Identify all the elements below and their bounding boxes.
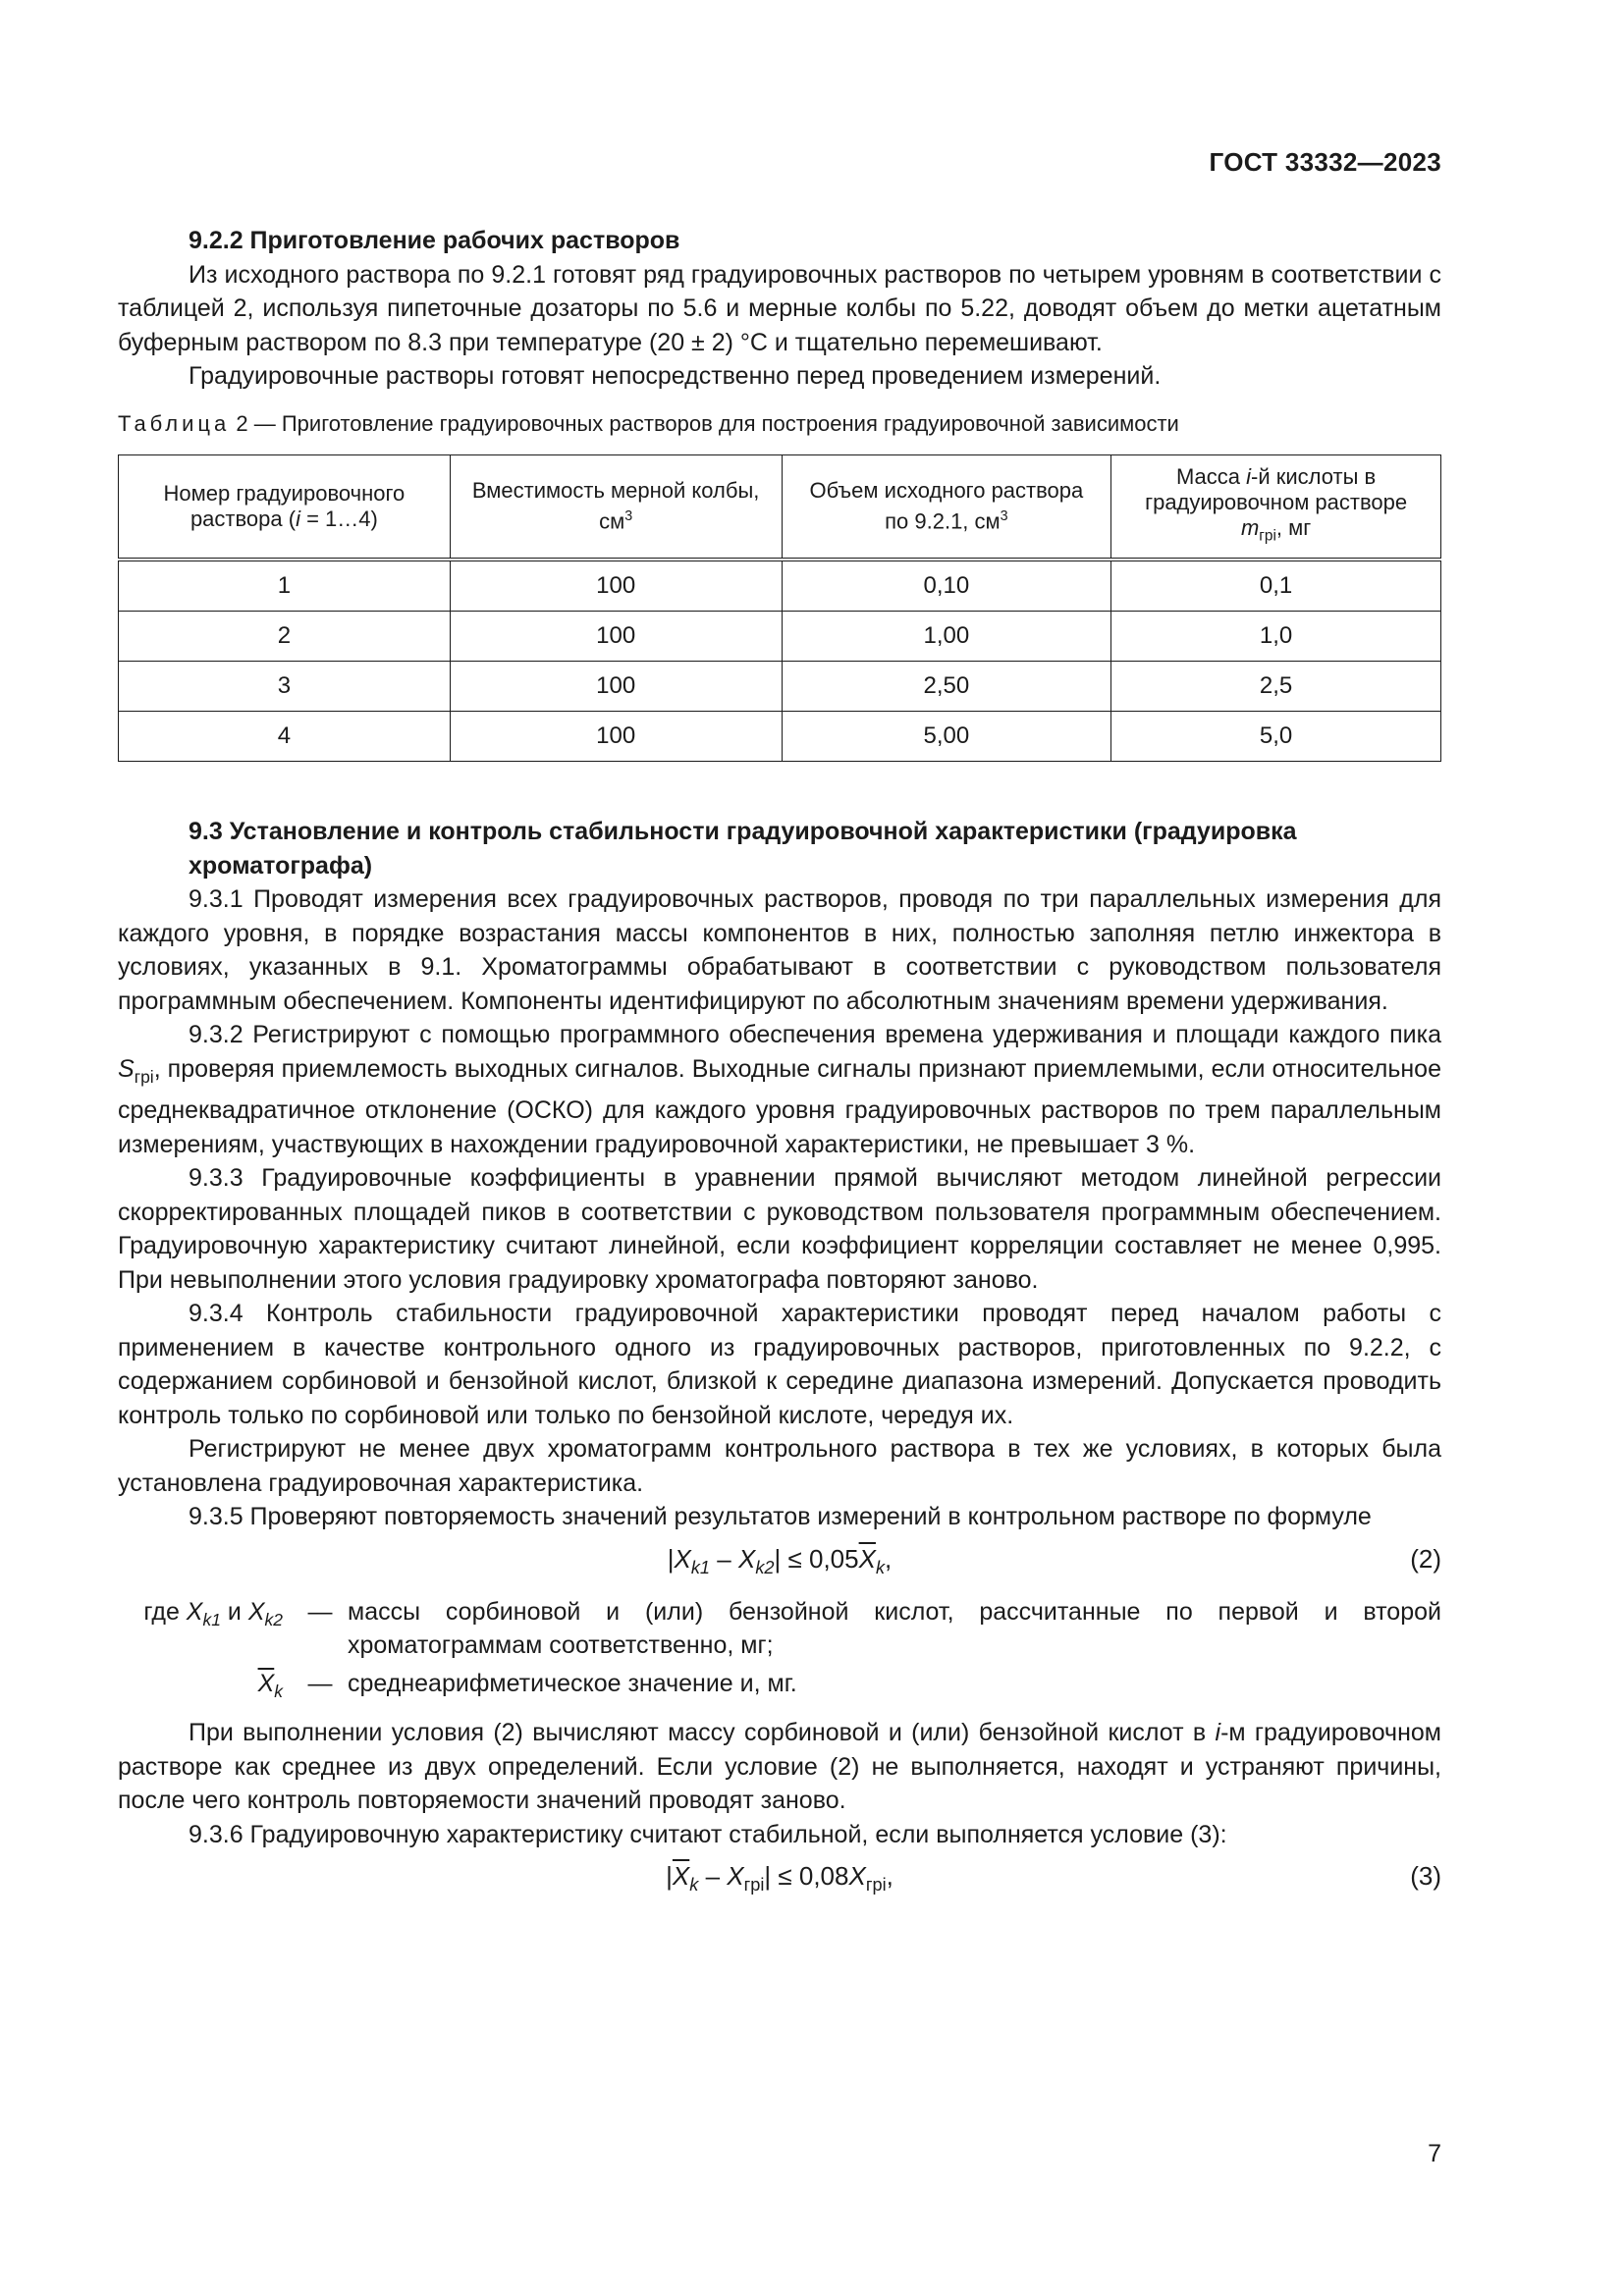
formula-2-definitions <box>118 1595 1441 1709</box>
table-cell: 100 <box>450 662 782 712</box>
standard-header: ГОСТ 33332—2023 <box>1209 147 1441 177</box>
formula-part: | <box>666 1861 673 1891</box>
table-cell: 2 <box>119 612 451 662</box>
formula-part: – <box>710 1543 738 1574</box>
table-cell: 100 <box>450 560 782 612</box>
header-text: = 1…4) <box>299 507 378 531</box>
header-text: градуировочном растворе <box>1145 489 1408 514</box>
formula-part: k1 <box>202 1609 221 1629</box>
formula-part: X <box>848 1861 866 1891</box>
table-2 <box>118 454 1441 762</box>
table-cell: 5,0 <box>1111 712 1441 762</box>
definition-symbol-xk1-xk2 <box>118 1595 293 1663</box>
formula-3-number: (3) <box>1410 1861 1441 1891</box>
page-number: 7 <box>1428 2140 1441 2167</box>
table-row <box>119 560 1441 612</box>
table-cell: 3 <box>119 662 451 712</box>
formula-part: X <box>186 1597 203 1626</box>
header-text: грi <box>1259 527 1276 545</box>
formula-part: грi <box>743 1875 765 1896</box>
table-row <box>119 712 1441 762</box>
formula-part: $\overline{X}$ <box>257 1669 275 1697</box>
section-9-3-4-paragraph: 9.3.4 Контроль стабильности градуировочной характеристики проводят перед началом работы с применением в качестве контрольного одного из градуировочных растворов, приготовленных по 9.2.2, с содержанием сорбиновой и бензойной кислот, близкой к середине диапазона измерений. Допускается проводить контроль только по сорбиновой или только по бензойной кислоте, чередуя их. <box>118 1300 1441 1429</box>
table-row <box>119 662 1441 712</box>
formula-3 <box>118 1859 1441 1902</box>
formula-part: k <box>274 1681 283 1701</box>
paragraph-text: , проверяя приемлемость выходных сигналов. Выходные сигналы признают приемлемыми, если относительное среднеквадратичное отклонение (ОСКО) для каждого уровня градуировочных растворов по трем параллельным измерениям, участвующих в нахождении градуировочной характеристики, не превышает 3 %. <box>118 1054 1441 1158</box>
section-9-3-5-paragraph: 9.3.5 Проверяют повторяемость значений результатов измерений в контрольном растворе по формуле <box>189 1503 1372 1530</box>
definition-symbol-xk-mean <box>118 1667 293 1709</box>
formula-part: X <box>727 1861 744 1891</box>
section-9-3-heading: 9.3 Установление и контроль стабильности градуировочной характеристики (градуировка хроматографа) <box>189 818 1297 880</box>
table-caption-text: 2 — Приготовление градуировочных растворов для построения градуировочной зависимости <box>236 410 1179 436</box>
symbol-i: i <box>1215 1719 1221 1746</box>
definition-dash: — <box>307 1597 333 1626</box>
table-header-row <box>119 455 1441 561</box>
section-9-2-2-paragraph-2: Градуировочные растворы готовят непосредственно перед проведением измерений. <box>189 362 1162 390</box>
formula-part: грi <box>865 1875 887 1896</box>
formula-part: k2 <box>264 1609 283 1629</box>
page-content <box>118 224 1441 1912</box>
paragraph-text: 9.3.2 Регистрируют с помощью программного обеспечения времена удерживания и площади каждого пика <box>189 1021 1441 1048</box>
section-9-3-2-paragraph <box>118 1018 1441 1161</box>
header-stock-volume <box>782 455 1111 561</box>
table-cell: 1,00 <box>782 612 1111 662</box>
where-word: где <box>143 1597 187 1626</box>
section-9-2-2-paragraph-1: Из исходного раствора по 9.2.1 готовят ряд градуировочных растворов по четырем уровням в соответствии с таблицей 2, используя пипеточные дозаторы по 5.6 и мерные колбы по 5.22, доводят объем до метки ацетатным буферным раствором по 8.3 при температуре (20 ± 2) °С и тщательно перемешивают. <box>118 260 1441 356</box>
formula-part: , <box>886 1861 893 1891</box>
formula-part: k1 <box>690 1557 711 1577</box>
formula-part: k <box>875 1557 886 1577</box>
header-text: 3 <box>1000 508 1008 525</box>
formula-part: X <box>674 1543 691 1574</box>
formula-part: и <box>220 1597 248 1626</box>
header-text: , мг <box>1275 514 1312 540</box>
table-row <box>119 612 1441 662</box>
table-cell: 0,10 <box>782 560 1111 612</box>
header-text: Масса <box>1175 463 1247 489</box>
header-text: 3 <box>624 508 633 525</box>
header-text: раствора ( <box>189 507 297 531</box>
formula-part: k <box>689 1875 699 1896</box>
formula-part: X <box>247 1597 265 1626</box>
table-cell: 1 <box>119 560 451 612</box>
section-9-3-6-paragraph: 9.3.6 Градуировочную характеристику считают стабильной, если выполняется условие (3): <box>189 1820 1227 1848</box>
formula-3-row <box>118 1859 1441 1904</box>
formula-part: | ≤ 0,08 <box>764 1861 849 1891</box>
paragraph-text: -м градуировочном растворе как среднее из двух определений. Если условие (2) не выполняется, находят и устраняют причины, после чего контроль повторяемости значений проводят заново. <box>118 1719 1441 1814</box>
formula-part: $\overline{X}$ <box>858 1543 876 1574</box>
table-cell: 100 <box>450 712 782 762</box>
formula-part: X <box>737 1543 756 1574</box>
header-text: i <box>1246 463 1252 489</box>
header-text: -й кислоты в <box>1251 463 1377 489</box>
formula-2 <box>118 1542 1441 1585</box>
table-cell: 100 <box>450 612 782 662</box>
header-text: Объем исходного раствора <box>809 478 1084 504</box>
header-solution-number <box>119 455 451 561</box>
formula-part: $\overline{X}$ <box>672 1861 690 1891</box>
table-cell: 5,00 <box>782 712 1111 762</box>
section-9-3-1-paragraph: 9.3.1 Проводят измерения всех градуировочных растворов, проводя по три параллельных измерения для каждого уровня, в порядке возрастания массы компонентов в них, полностью заполняя петлю инжектора в условиях, указанных в 9.1. Хроматограммы обрабатывают в соответствии с руководством пользователя программным обеспечением. Компоненты идентифицируют по абсолютным значениям времени удерживания. <box>118 885 1441 1015</box>
table-cell: 0,1 <box>1111 560 1441 612</box>
header-text: i <box>296 507 300 531</box>
section-9-3-5-paragraph-after <box>118 1716 1441 1818</box>
section-9-3-4-paragraph-2: Регистрируют не менее двух хроматограмм контрольного раствора в тех же условиях, в которых была установлена градуировочная характеристика. <box>118 1435 1441 1497</box>
definition-dash: — <box>307 1669 333 1697</box>
table-cell: 1,0 <box>1111 612 1441 662</box>
formula-part: | ≤ 0,05 <box>774 1543 859 1574</box>
paragraph-text: При выполнении условия (2) вычисляют массу сорбиновой и (или) бензойной кислот в <box>189 1719 1216 1746</box>
header-text: Номер градуировочного <box>163 481 406 506</box>
header-text: по 9.2.1, см <box>885 508 1001 534</box>
table-cell: 2,50 <box>782 662 1111 712</box>
table-2-caption <box>118 407 1441 442</box>
formula-part: – <box>698 1861 728 1891</box>
header-flask-capacity <box>450 455 782 561</box>
section-9-3-3-paragraph: 9.3.3 Градуировочные коэффициенты в уравнении прямой вычисляют методом линейной регрессии скорректированных площадей пиков в соответствии с руководством пользователя программным обеспечением. Градуировочную характеристику считают линейной, если коэффициент корреляции составляет не менее 0,995. При невыполнении этого условия градуировку хроматографа повторяют заново. <box>118 1164 1441 1294</box>
definition-text-1: массы сорбиновой и (или) бензойной кислот, рассчитанные по первой и второй хроматограммам соответственно, мг; <box>348 1597 1441 1659</box>
symbol-subscript: грi <box>134 1066 154 1087</box>
definition-text-2: среднеарифметическое значение и, мг. <box>348 1669 797 1697</box>
table-cell: 2,5 <box>1111 662 1441 712</box>
section-9-2-2-heading: 9.2.2 Приготовление рабочих растворов <box>189 227 680 254</box>
header-text: m <box>1240 514 1260 540</box>
header-text: см <box>599 508 625 534</box>
formula-2-number: (2) <box>1410 1543 1441 1574</box>
table-caption-word: Таблица <box>118 410 231 436</box>
formula-2-row <box>118 1542 1441 1587</box>
table-cell: 4 <box>119 712 451 762</box>
header-acid-mass <box>1111 455 1441 561</box>
formula-part: , <box>885 1543 893 1574</box>
formula-part: | <box>667 1543 675 1574</box>
symbol-s: S <box>118 1054 135 1083</box>
header-text: Вместимость мерной колбы, <box>471 478 760 504</box>
formula-part: k2 <box>755 1557 775 1577</box>
